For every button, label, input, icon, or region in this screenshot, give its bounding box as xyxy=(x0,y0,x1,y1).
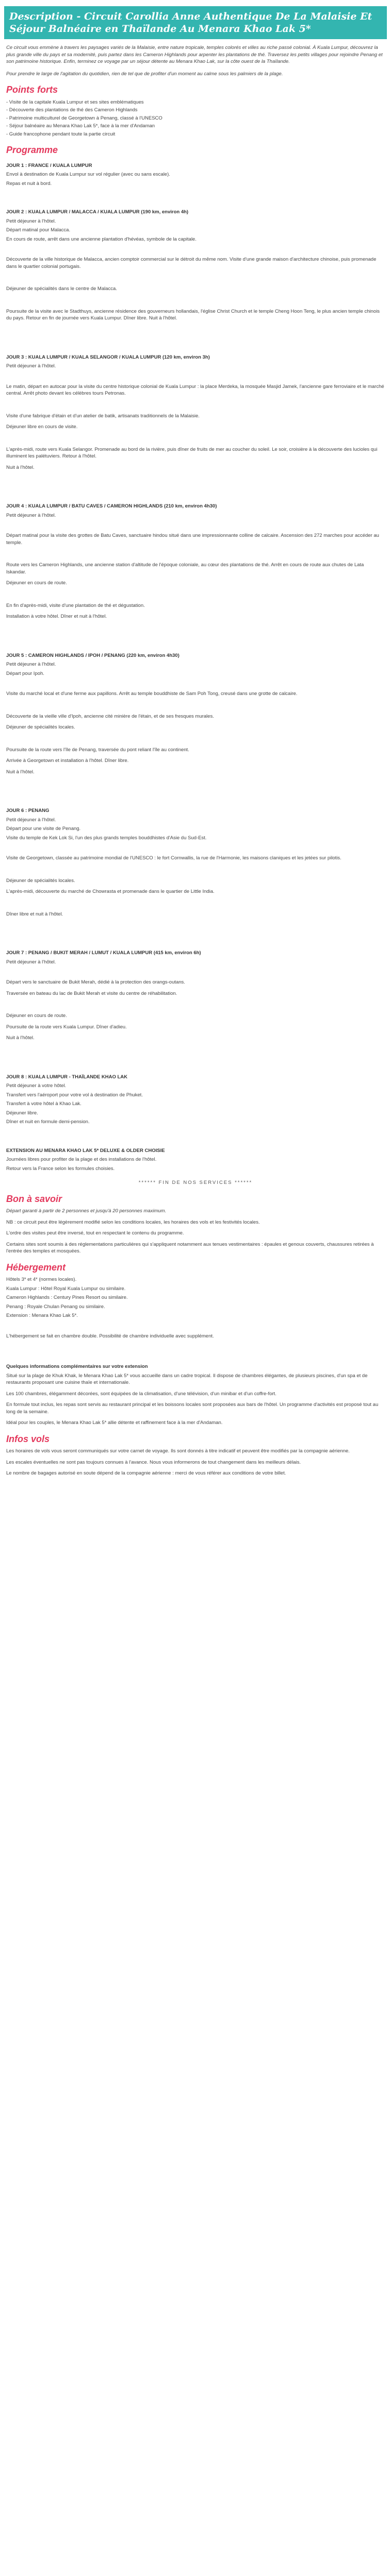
list-item: - Guide francophone pendant toute la partie circuit xyxy=(6,131,116,137)
day-line: Repas et nuit à bord. xyxy=(6,180,52,187)
day-line: Transfert à votre hôtel à Khao Lak. xyxy=(6,1101,82,1107)
info-line: Hôtels 3* et 4* (normes locales). xyxy=(6,1277,77,1282)
end-of-services-divider: ****** FIN DE NOS SERVICES ****** xyxy=(138,1180,253,1185)
day-line: Transfert vers l'aéroport pour votre vol à destination de Phuket. xyxy=(6,1092,143,1098)
day-title: JOUR 7 : PENANG / BUKIT MERAH / LUMUT / KUALA LUMPUR (415 km, environ 6h) xyxy=(6,950,201,956)
day-paragraph: Poursuite de la route vers l'île de Penang, traversée du pont reliant l'île au continent. xyxy=(6,747,189,753)
day-line: Départ pour une visite de Penang. xyxy=(6,826,81,832)
list-item: - Découverte des plantations de thé des Cameron Highlands xyxy=(6,107,138,113)
list-item: - Séjour balnéaire au Menara Khao Lak 5*, face à la mer d'Andaman xyxy=(6,123,155,129)
day-line: Dîner et nuit en formule demi-pension. xyxy=(6,1119,90,1125)
day-paragraph: Route vers les Cameron Highlands, une ancienne station d'altitude de l'époque coloniale, au cœur des plantations de thé. Arrêt en cours de route aux chutes de Lata Iskandar. xyxy=(6,562,364,575)
day-title: JOUR 8 : KUALA LUMPUR - THAÏLANDE KHAO LAK xyxy=(6,1074,128,1080)
info-line: Kuala Lumpur : Hôtel Royal Kuala Lumpur ou similaire. xyxy=(6,1285,126,1292)
info-paragraph: Les 100 chambres, élégamment décorées, sont équipées de la climatisation, d'une télévision, d'un minibar et d'un coffre-fort. xyxy=(6,1391,276,1397)
day-line: En cours de route, arrêt dans une ancienne plantation d'hévéas, symbole de la capitale. xyxy=(6,236,197,242)
day-line: Petit déjeuner à l'hôtel. xyxy=(6,959,56,965)
day-paragraph: Déjeuner en cours de route. xyxy=(6,1013,67,1019)
intro-text-secondary: Pour prendre le large de l'agitation du quotidien, rien de tel que de profiter d'un moment au calme sous les palmiers de la plage. xyxy=(6,71,283,77)
day-title: JOUR 2 : KUALA LUMPUR / MALACCA / KUALA LUMPUR (190 km, environ 4h) xyxy=(6,209,189,215)
info-line: L'hébergement se fait en chambre double. Possibilité de chambre individuelle avec supplément. xyxy=(6,1333,214,1339)
section-title-points-forts: Points forts xyxy=(6,84,58,95)
day-line: Journées libres pour profiter de la plage et des installations de l'hôtel. xyxy=(6,1157,157,1162)
day-line: Petit déjeuner à l'hôtel. xyxy=(6,363,56,369)
day-line: Départ pour Ipoh. xyxy=(6,670,44,676)
info-paragraph: Les escales éventuelles ne sont pas toujours connues à l'avance. Nous vous informerons de tout changement dans les meilleurs délais. xyxy=(6,1459,301,1465)
day-line: Petit déjeuner à votre hôtel. xyxy=(6,1083,67,1089)
day-paragraph: L'après-midi, découverte du marché de Chowrasta et promenade dans le quartier de Little India. xyxy=(6,889,215,894)
day-paragraph: Poursuite de la visite avec le Stadthuys, ancienne résidence des gouverneurs hollandais, l'église Christ Church et le temple Cheng Hoon Teng, le plus ancien temple chinois du pays. Retour en fin de journée vers Kuala Lumpur. Dîner libre. Nuit à l'hôtel. xyxy=(6,308,380,321)
day-line: Petit déjeuner à l'hôtel. xyxy=(6,512,56,518)
info-line: NB : ce circuit peut être légèrement modifié selon les conditions locales, les horaires des vols et les festivités locales. xyxy=(6,1219,260,1225)
info-line: Départ garanti à partir de 2 personnes et jusqu'à 20 personnes maximum. xyxy=(6,1208,167,1214)
list-item: - Patrimoine multiculturel de Georgetown à Penang, classé à l'UNESCO xyxy=(6,115,162,121)
section-title-hebergement: Hébergement xyxy=(6,1262,66,1273)
day-title: JOUR 1 : FRANCE / KUALA LUMPUR xyxy=(6,162,92,168)
day-paragraph: Départ vers le sanctuaire de Bukit Merah, dédié à la protection des orangs-outans. xyxy=(6,979,185,985)
day-paragraph: Le matin, départ en autocar pour la visite du centre historique colonial de Kuala Lumpur : la place Merdeka, la mosquée Masjid Jamek, l'ancienne gare ferroviaire et le marché central. Arrêt photo devant les célèbres tours Petronas. xyxy=(6,383,384,396)
day-paragraph: Visite de Georgetown, classée au patrimoine mondial de l'UNESCO : le fort Cornwallis, la rue de l'Harmonie, les maisons claniques et les jetées sur pilotis. xyxy=(6,855,341,861)
day-paragraph: Visite du marché local et d'une ferme aux papillons. Arrêt au temple bouddhiste de Sam Poh Tong, creusé dans une grotte de calcaire. xyxy=(6,691,298,697)
day-paragraph: Installation à votre hôtel. Dîner et nuit à l'hôtel. xyxy=(6,614,107,619)
day-title: JOUR 6 : PENANG xyxy=(6,808,50,814)
info-line: L'ordre des visites peut être inversé, tout en respectant le contenu du programme. xyxy=(6,1230,184,1236)
day-paragraph: Départ matinal pour la visite des grottes de Batu Caves, sanctuaire hindou situé dans une impressionnante colline de calcaire. Ascension des 272 marches pour accéder au temple. xyxy=(6,533,379,546)
info-line: Cameron Highlands : Century Pines Resort ou similaire. xyxy=(6,1295,128,1300)
day-paragraph: L'après-midi, route vers Kuala Selangor. Promenade au bord de la rivière, puis dîner de fruits de mer au coucher du soleil. Le soir, croisière à la découverte des lucioles qui illuminent les palétuviers. Retour à l'hôtel. xyxy=(6,446,378,459)
list-item: - Visite de la capitale Kuala Lumpur et ses sites emblématiques xyxy=(6,99,144,105)
day-line: Visite du temple de Kek Lok Si, l'un des plus grands temples bouddhistes d'Asie du Sud-Est. xyxy=(6,835,207,841)
section-title-programme: Programme xyxy=(6,145,58,155)
day-title: EXTENSION AU MENARA KHAO LAK 5* DELUXE & OLDER CHOISIE xyxy=(6,1147,165,1154)
info-line: Penang : Royale Chulan Penang ou similaire. xyxy=(6,1303,105,1310)
points-forts-list xyxy=(6,99,385,138)
section-title-bon-a-savoir: Bon à savoir xyxy=(6,1193,62,1204)
day-paragraph: Arrivée à Georgetown et installation à l'hôtel. Dîner libre. xyxy=(6,758,129,764)
info-line: Extension : Menara Khao Lak 5*. xyxy=(6,1313,78,1318)
day-paragraph: Visite d'une fabrique d'étain et d'un atelier de batik, artisanats traditionnels de la Malaisie. xyxy=(6,413,200,419)
day-paragraph: Découverte de la vieille ville d'Ipoh, ancienne cité minière de l'étain, et de ses fresques murales. xyxy=(6,713,214,719)
day-line: Petit déjeuner à l'hôtel. xyxy=(6,218,56,224)
main-content xyxy=(0,39,391,1477)
day-line: Petit déjeuner à l'hôtel. xyxy=(6,817,56,823)
day-line: Petit déjeuner à l'hôtel. xyxy=(6,662,56,667)
info-paragraph: Idéal pour les couples, le Menara Khao Lak 5* allie détente et raffinement face à la mer d'Andaman. xyxy=(6,1420,223,1426)
day-paragraph: Déjeuner libre en cours de visite. xyxy=(6,424,78,430)
day-line: Départ matinal pour Malacca. xyxy=(6,227,71,233)
day-paragraph: Traversée en bateau du lac de Bukit Merah et visite du centre de réhabilitation. xyxy=(6,990,177,996)
day-paragraph: Déjeuner en cours de route. xyxy=(6,580,67,586)
day-title: JOUR 4 : KUALA LUMPUR / BATU CAVES / CAMERON HIGHLANDS (210 km, environ 4h30) xyxy=(6,503,217,509)
day-paragraph: Déjeuner de spécialités dans le centre de Malacca. xyxy=(6,286,117,292)
intro-text: Ce circuit vous emmène à travers les paysages variés de la Malaisie, entre nature tropicale, temples colorés et villes au riche passé colonial. À Kuala Lumpur, découvrez la plus grande ville du pays et sa modernité, puis partez dans les Cameron Highlands pour arpenter les plantations de thé. Traversez les petits villages pour rejoindre Penang et son patrimoine historique. Enfin, terminez ce voyage par un séjour détente au Menara Khao Lak, sur la côte ouest de la Thaïlande. xyxy=(6,45,383,64)
day-title: JOUR 5 : CAMERON HIGHLANDS / IPOH / PENANG (220 km, environ 4h30) xyxy=(6,652,180,658)
day-paragraph: Poursuite de la route vers Kuala Lumpur. Dîner d'adieu. xyxy=(6,1024,127,1030)
day-paragraph: Nuit à l'hôtel. xyxy=(6,1035,35,1041)
day-line: Déjeuner libre. xyxy=(6,1110,38,1116)
day-paragraph: En fin d'après-midi, visite d'une plantation de thé et dégustation. xyxy=(6,602,145,608)
day-title: JOUR 3 : KUALA LUMPUR / KUALA SELANGOR / KUALA LUMPUR (120 km, environ 3h) xyxy=(6,354,210,360)
info-paragraph: Les horaires de vols vous seront communiqués sur votre carnet de voyage. Ils sont donnés à titre indicatif et peuvent être modifiés par la compagnie aérienne. xyxy=(6,1448,350,1454)
day-paragraph: Nuit à l'hôtel. xyxy=(6,464,35,470)
day-line: Envol à destination de Kuala Lumpur sur vol régulier (avec ou sans escale). xyxy=(6,172,170,177)
info-paragraph: Situé sur la plage de Khuk Khak, le Menara Khao Lak 5* vous accueille dans un cadre tropical. Il dispose de chambres élégantes, de plusieurs piscines, d'un spa et de restaurants proposant une cuisine thaïe et internationale. xyxy=(6,1372,368,1385)
day-paragraph: Découverte de la ville historique de Malacca, ancien comptoir commercial sur le détroit du même nom. Visite d'une grande maison d'architecture chinoise, puis promenade dans le quartier colonial portugais. xyxy=(6,257,377,269)
info-line: Certains sites sont soumis à des réglementations particulières qui s'appliquent notamment aux tenues vestimentaires : épaules et genoux couverts, chaussures retirées à l'entrée des temples et mosquées. xyxy=(6,1241,374,1254)
day-line: Retour vers la France selon les formules choisies. xyxy=(6,1165,115,1172)
info-paragraph: En formule tout inclus, les repas sont servis au restaurant principal et les boissons locales sont proposées aux bars de l'hôtel. Un programme d'activités est proposé tout au long de la semaine. xyxy=(6,1402,379,1415)
day-paragraph: Déjeuner de spécialités locales. xyxy=(6,877,75,884)
page-title-banner xyxy=(4,6,387,39)
section-title-infos-vols: Infos vols xyxy=(6,1433,50,1444)
info-paragraph: Le nombre de bagages autorisé en soute dépend de la compagnie aérienne : merci de vous référer aux conditions de votre billet. xyxy=(6,1470,286,1476)
subsection-title: Quelques informations complémentaires sur votre extension xyxy=(6,1364,148,1369)
day-paragraph: Déjeuner de spécialités locales. xyxy=(6,724,75,730)
day-paragraph: Dîner libre et nuit à l'hôtel. xyxy=(6,911,63,917)
page-title: Description - Circuit Carollia Anne Authentique De La Malaisie Et Séjour Balnéaire en Thaïlande Au Menara Khao Lak 5* xyxy=(9,11,372,35)
day-paragraph: Nuit à l'hôtel. xyxy=(6,769,35,775)
